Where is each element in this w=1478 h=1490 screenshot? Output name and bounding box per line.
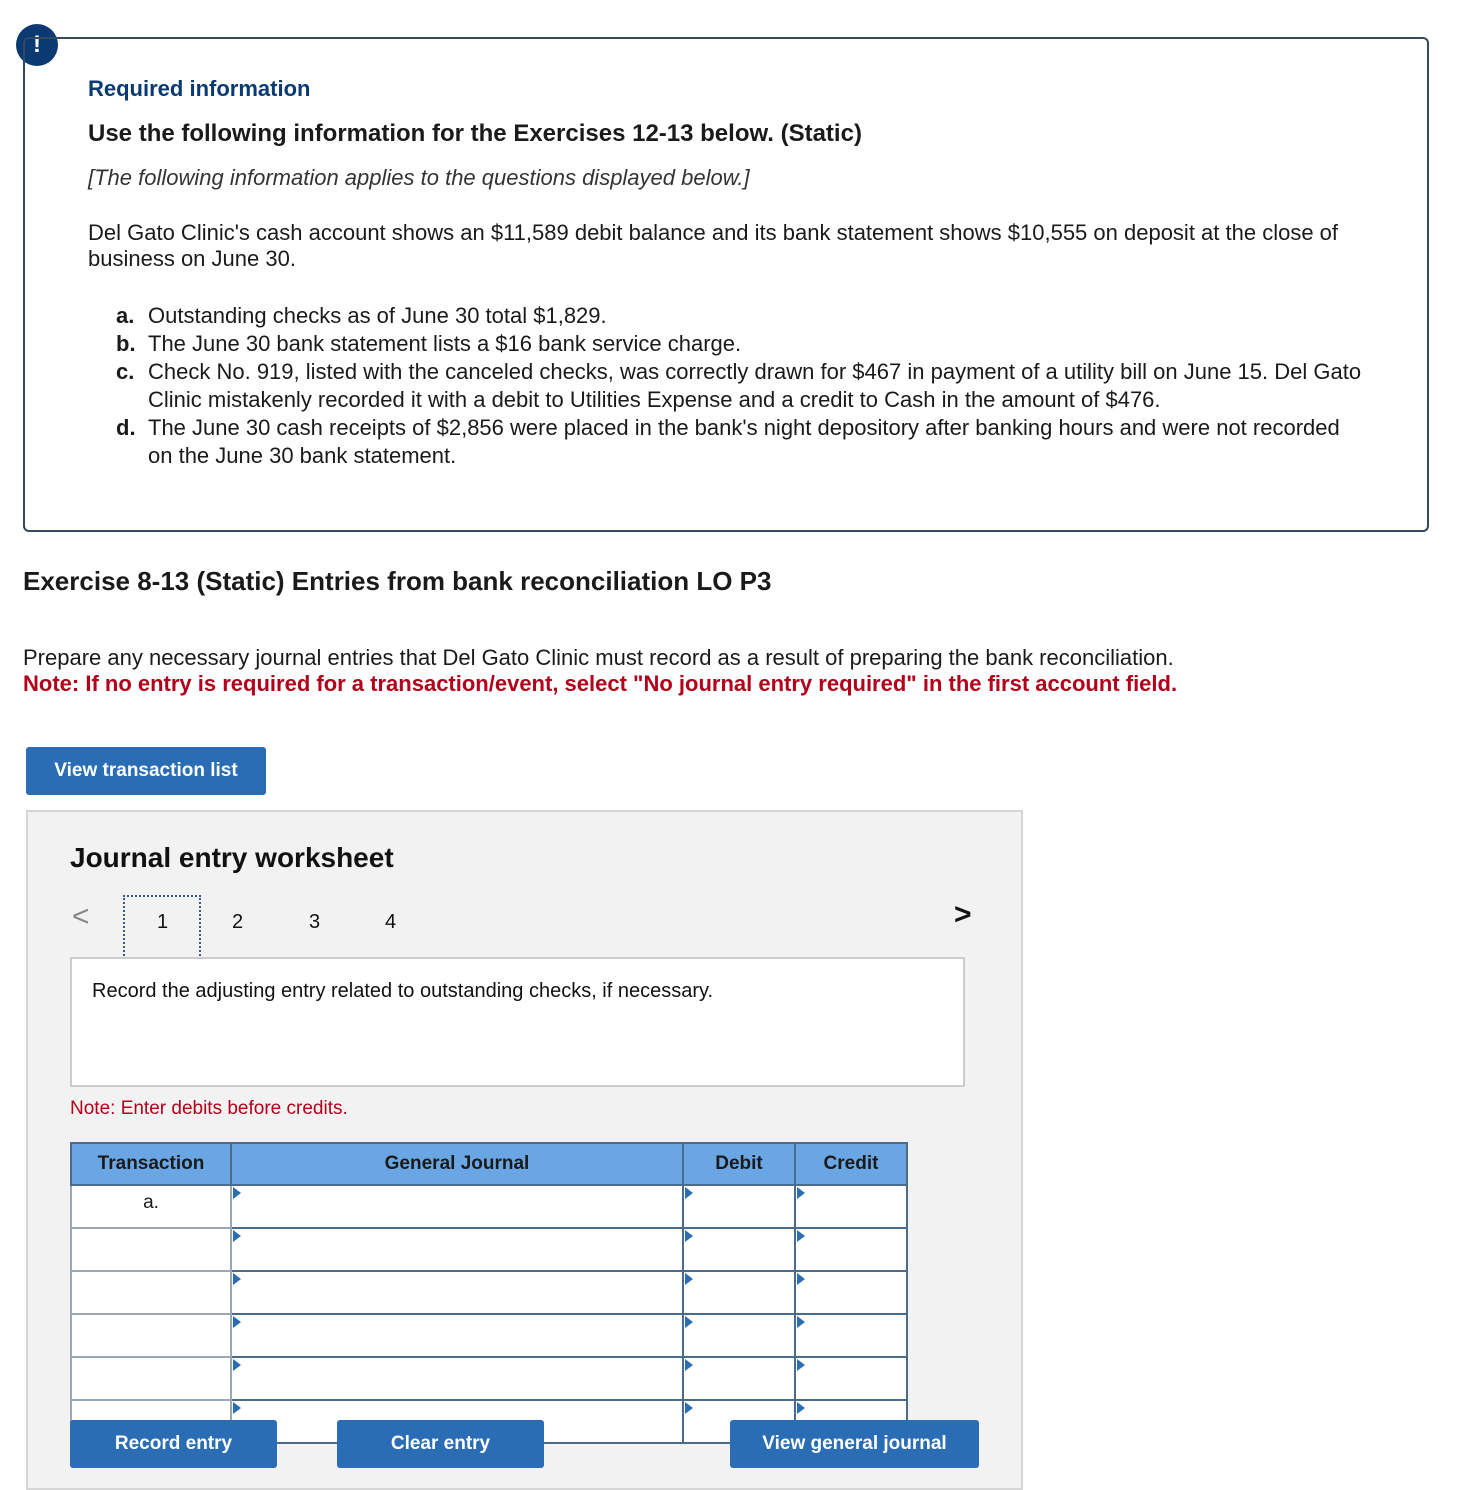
fact-label: d. <box>116 415 136 440</box>
input-marker-icon <box>685 1230 693 1242</box>
debit-note: Note: Enter debits before credits. <box>70 1098 348 1119</box>
credit-input[interactable] <box>795 1185 907 1228</box>
exercise-note: Note: If no entry is required for a transaction/event, select "No journal entry required" in the first account field. <box>23 671 1178 696</box>
credit-input[interactable] <box>795 1271 907 1314</box>
next-arrow-icon[interactable]: > <box>954 898 972 931</box>
column-header-general-journal: General Journal <box>231 1143 683 1185</box>
account-select[interactable] <box>231 1357 683 1400</box>
fact-item <box>116 330 1366 358</box>
dropdown-marker-icon <box>233 1273 241 1285</box>
credit-input[interactable] <box>795 1228 907 1271</box>
applies-note: [The following information applies to the questions displayed below.] <box>88 165 750 190</box>
transaction-cell <box>71 1357 231 1400</box>
fact-label: c. <box>116 359 135 384</box>
transaction-cell <box>71 1271 231 1314</box>
debit-input[interactable] <box>683 1314 795 1357</box>
tab-1[interactable]: 1 <box>157 911 169 933</box>
credit-input[interactable] <box>795 1314 907 1357</box>
input-marker-icon <box>797 1402 805 1414</box>
input-marker-icon <box>685 1359 693 1371</box>
exercise-instructions: Prepare any necessary journal entries that Del Gato Clinic must record as a result of preparing the bank reconciliation. <box>23 645 1174 670</box>
previous-arrow-icon[interactable]: < <box>72 900 90 933</box>
column-header-transaction: Transaction <box>71 1143 231 1185</box>
tab-2[interactable]: 2 <box>232 911 244 933</box>
facts-list <box>116 302 1366 470</box>
fact-label: a. <box>116 303 135 328</box>
account-select[interactable] <box>231 1185 683 1228</box>
view-transaction-list-button[interactable]: View transaction list <box>26 747 266 795</box>
column-header-debit: Debit <box>683 1143 795 1185</box>
record-entry-button[interactable]: Record entry <box>70 1420 277 1468</box>
fact-item <box>116 358 1366 414</box>
input-marker-icon <box>797 1359 805 1371</box>
debit-input[interactable] <box>683 1185 795 1228</box>
transaction-cell: a. <box>71 1185 231 1228</box>
table-row <box>71 1314 907 1357</box>
fact-text: Outstanding checks as of June 30 total $1,829. <box>148 303 607 328</box>
table-row <box>71 1357 907 1400</box>
debit-input[interactable] <box>683 1228 795 1271</box>
debit-input[interactable] <box>683 1271 795 1314</box>
input-marker-icon <box>797 1230 805 1242</box>
account-select[interactable] <box>231 1314 683 1357</box>
debit-input[interactable] <box>683 1357 795 1400</box>
input-marker-icon <box>797 1316 805 1328</box>
tab-3[interactable]: 3 <box>309 911 321 933</box>
table-row <box>71 1271 907 1314</box>
prompt-text: Record the adjusting entry related to outstanding checks, if necessary. <box>92 980 714 1002</box>
transaction-cell <box>71 1228 231 1271</box>
input-marker-icon <box>685 1273 693 1285</box>
input-marker-icon <box>685 1402 693 1414</box>
journal-table <box>70 1142 908 1444</box>
prompt-box <box>70 957 965 1087</box>
fact-text: The June 30 bank statement lists a $16 bank service charge. <box>148 331 742 356</box>
table-row <box>71 1185 907 1228</box>
intro-paragraph: Del Gato Clinic's cash account shows an $11,589 debit balance and its bank statement shows $10,555 on deposit at the close of business on June 30. <box>88 220 1339 271</box>
transaction-cell <box>71 1314 231 1357</box>
view-general-journal-button[interactable]: View general journal <box>730 1420 979 1468</box>
dropdown-marker-icon <box>233 1359 241 1371</box>
credit-input[interactable] <box>795 1357 907 1400</box>
dropdown-marker-icon <box>233 1402 241 1414</box>
exercise-title: Exercise 8-13 (Static) Entries from bank reconciliation LO P3 <box>23 566 772 596</box>
fact-item <box>116 302 1366 330</box>
account-select[interactable] <box>231 1228 683 1271</box>
dropdown-marker-icon <box>233 1187 241 1199</box>
worksheet-title: Journal entry worksheet <box>70 842 394 873</box>
input-marker-icon <box>685 1187 693 1199</box>
input-marker-icon <box>797 1273 805 1285</box>
input-marker-icon <box>685 1316 693 1328</box>
input-marker-icon <box>797 1187 805 1199</box>
alert-icon: ! <box>16 24 58 66</box>
dropdown-marker-icon <box>233 1316 241 1328</box>
column-header-credit: Credit <box>795 1143 907 1185</box>
clear-entry-button[interactable]: Clear entry <box>337 1420 544 1468</box>
table-row <box>71 1228 907 1271</box>
fact-label: b. <box>116 331 136 356</box>
fact-text: Check No. 919, listed with the canceled checks, was correctly drawn for $467 in payment of a utility bill on June 15. Del Gato Clinic mistakenly recorded it with a debit to Utilities Expense and a credit to Cash in the amount of $476. <box>148 359 1362 412</box>
fact-item <box>116 414 1366 470</box>
required-information-title: Required information <box>88 76 311 101</box>
dropdown-marker-icon <box>233 1230 241 1242</box>
fact-text: The June 30 cash receipts of $2,856 were placed in the bank's night depository after banking hours and were not recorded on the June 30 bank statement. <box>148 415 1340 468</box>
tab-4[interactable]: 4 <box>385 911 397 933</box>
use-information-title: Use the following information for the Exercises 12-13 below. (Static) <box>88 120 862 147</box>
account-select[interactable] <box>231 1271 683 1314</box>
